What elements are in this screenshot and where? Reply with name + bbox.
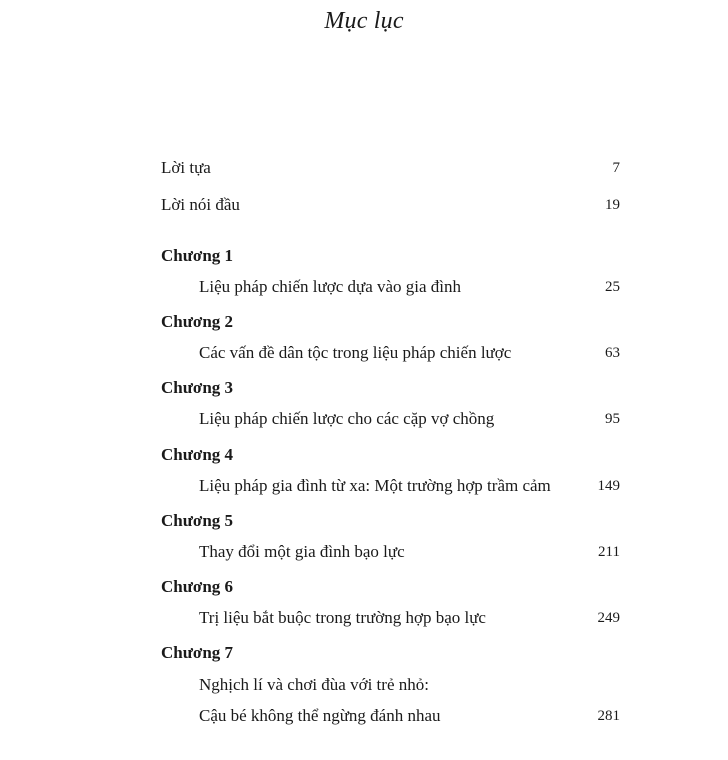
toc-entry-chapter-2[interactable]	[161, 341, 620, 365]
toc-entry-page: 25	[605, 279, 620, 295]
toc-entry-chapter-3[interactable]	[161, 407, 620, 431]
toc-entry-page: 19	[605, 197, 620, 213]
toc-entry-loi-noi-dau[interactable]	[161, 193, 620, 217]
toc-entry-loi-tua[interactable]	[161, 156, 620, 180]
chapter-heading-5: Chương 5	[161, 511, 234, 530]
toc-entry-page: 63	[605, 345, 620, 361]
chapter-heading-1: Chương 1	[161, 246, 234, 265]
toc-entry-chapter-1[interactable]	[161, 275, 620, 299]
toc-entry-title: Lời nói đầu	[161, 195, 240, 214]
toc-entry-title: Các vấn đề dân tộc trong liệu pháp chiến lược	[199, 343, 512, 362]
chapter-heading-2: Chương 2	[161, 312, 234, 331]
toc-entry-page: 281	[597, 708, 620, 724]
toc-entry-chapter-7[interactable]	[161, 704, 620, 728]
toc-entry-chapter-5[interactable]	[161, 540, 620, 564]
toc-entry-title: Lời tựa	[161, 158, 211, 177]
page-title: Mục lục	[324, 8, 404, 34]
toc-entry-chapter-6[interactable]	[161, 606, 620, 630]
toc-entry-title: Liệu pháp gia đình từ xa: Một trường hợp trầm cảm	[199, 476, 551, 495]
toc-entry-title: Thay đổi một gia đình bạo lực	[199, 542, 405, 561]
toc-entry-title: Liệu pháp chiến lược dựa vào gia đình	[199, 277, 462, 296]
chapter-heading-6: Chương 6	[161, 577, 234, 596]
chapter-heading-3: Chương 3	[161, 378, 234, 397]
toc-entry-chapter-7-line-1[interactable]	[161, 673, 620, 697]
toc-entry-title: Nghịch lí và chơi đùa với trẻ nhỏ:	[199, 675, 429, 694]
chapter-heading-4: Chương 4	[161, 445, 234, 464]
toc-entry-chapter-4[interactable]	[161, 474, 620, 498]
toc-entry-page: 211	[598, 544, 620, 560]
toc-entry-title: Cậu bé không thể ngừng đánh nhau	[199, 706, 441, 725]
toc-entry-title: Liệu pháp chiến lược cho các cặp vợ chồng	[199, 409, 495, 428]
toc-entry-page: 149	[597, 478, 620, 494]
toc-entry-page: 95	[605, 411, 620, 427]
toc-entry-page: 249	[597, 610, 620, 626]
toc-entry-title: Trị liệu bắt buộc trong trường hợp bạo lực	[199, 608, 486, 627]
toc-entry-page: 7	[612, 160, 620, 176]
chapter-heading-7: Chương 7	[161, 643, 234, 662]
